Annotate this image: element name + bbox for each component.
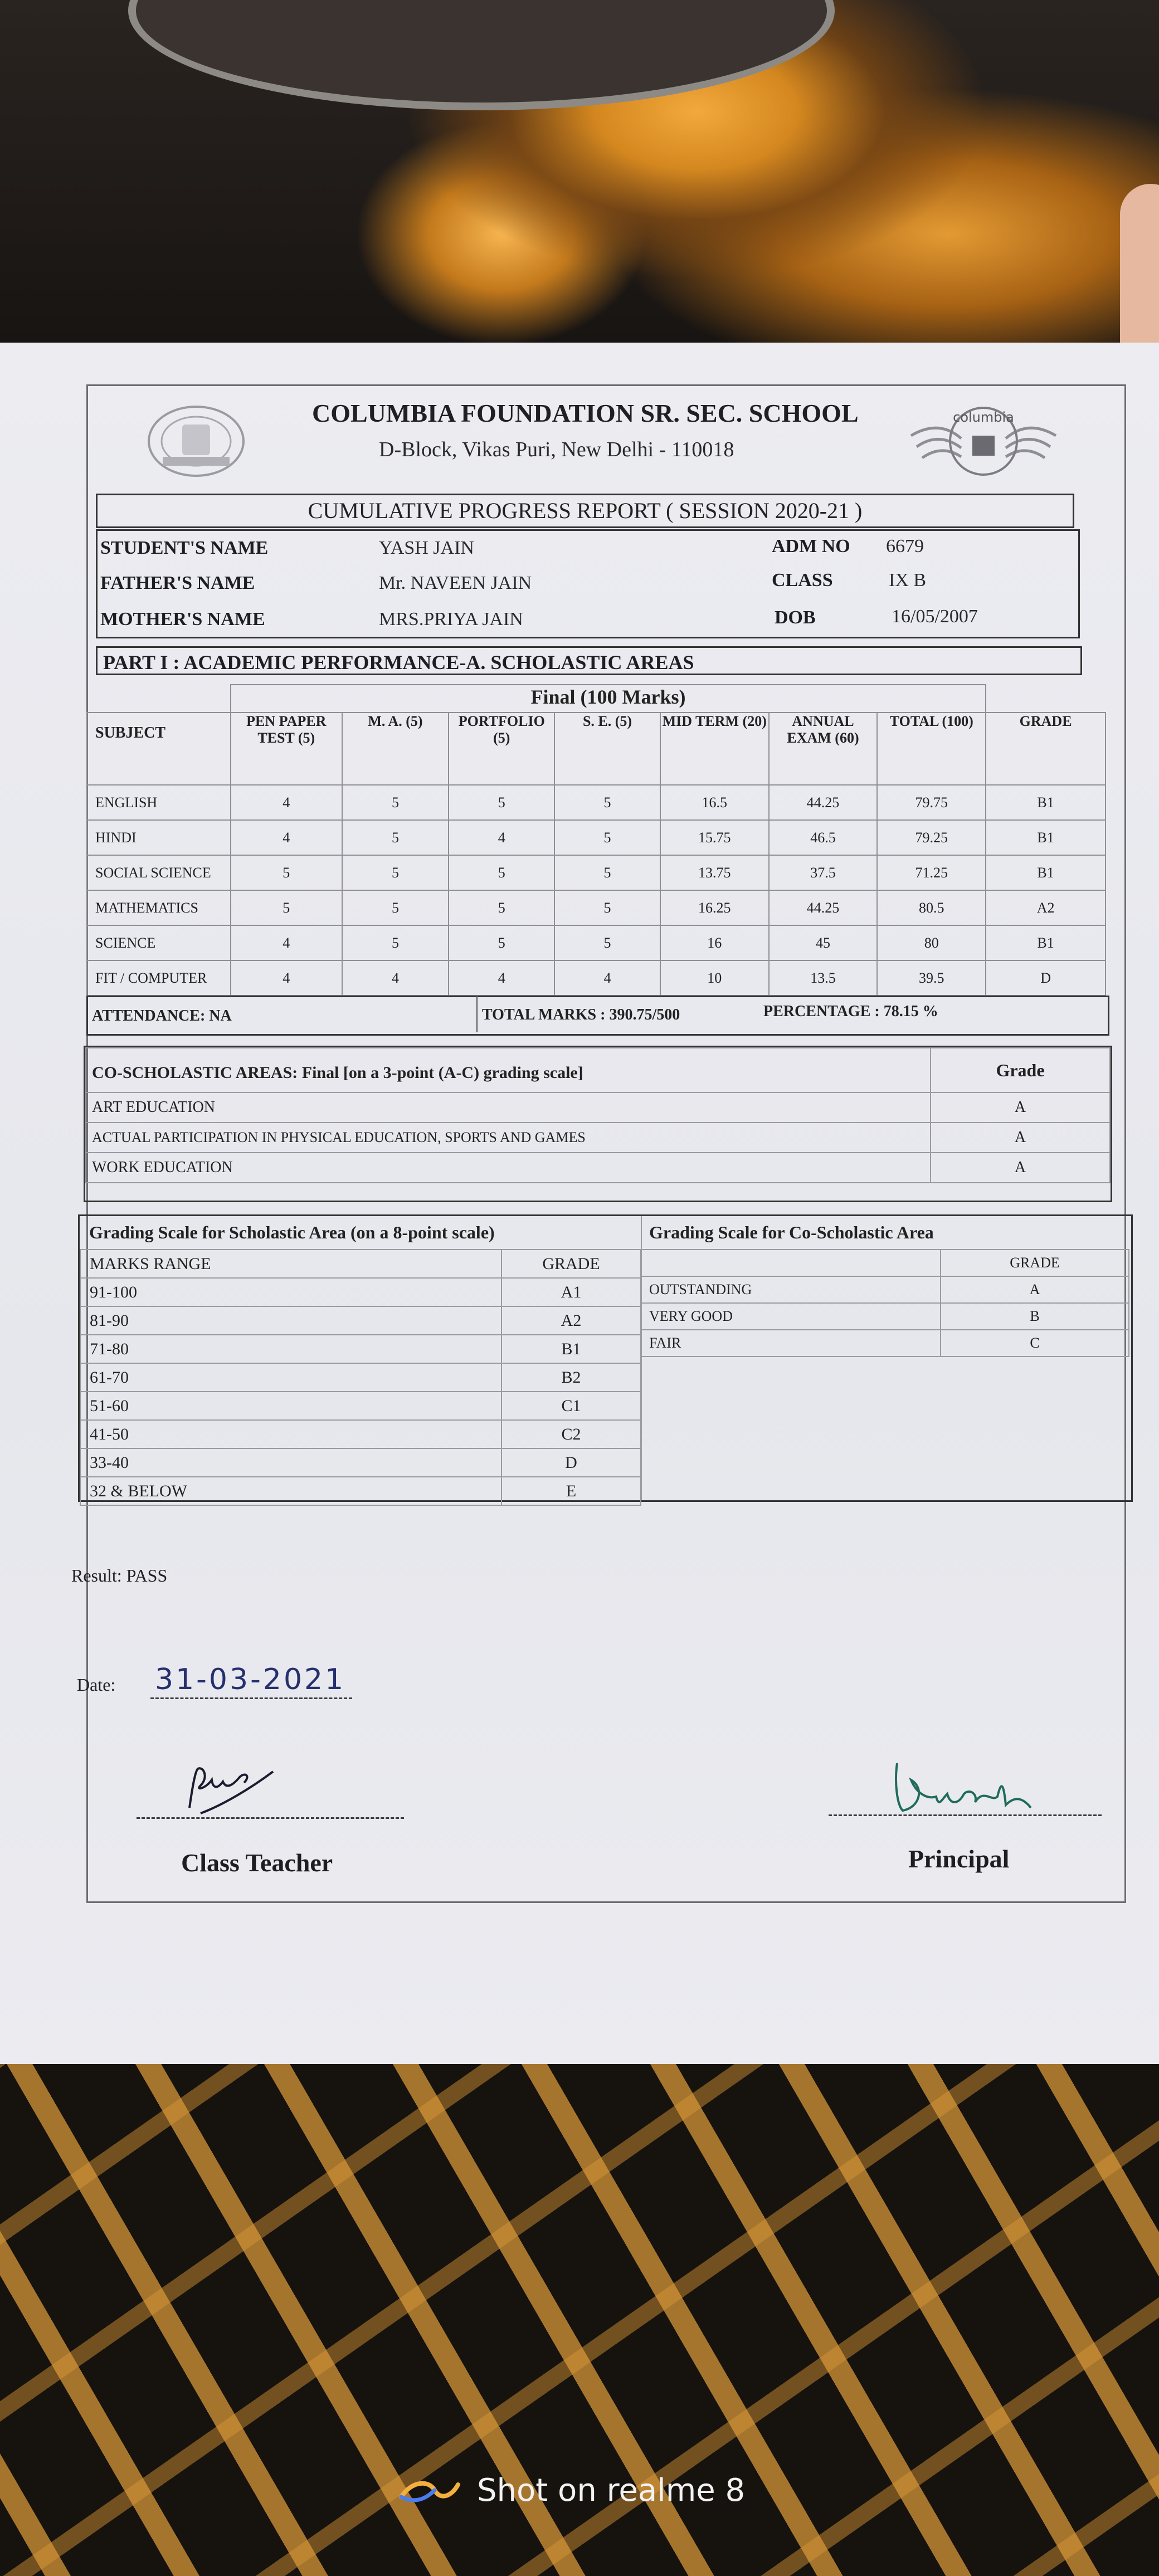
portfolio-cell: 5: [449, 925, 554, 960]
col-subject: SUBJECT: [87, 713, 231, 785]
annual-cell: 44.25: [769, 890, 878, 925]
se-cell: 5: [554, 925, 660, 960]
se-cell: 5: [554, 855, 660, 890]
col-co-scale-grade: GRADE: [941, 1250, 1129, 1276]
ma-cell: 5: [342, 855, 449, 890]
range-cell: 32 & BELOW: [80, 1477, 501, 1505]
annual-cell: 45: [769, 925, 878, 960]
report-title: CUMULATIVE PROGRESS REPORT ( SESSION 2020-21 ): [96, 494, 1074, 528]
range-cell: 61-70: [80, 1363, 501, 1392]
percentage: PERCENTAGE : 78.15 %: [763, 1003, 938, 1020]
realme-logo-icon: [396, 2475, 462, 2506]
col-se: S. E. (5): [554, 713, 660, 785]
total-cell: 71.25: [877, 855, 986, 890]
se-cell: 5: [554, 890, 660, 925]
col-ma: M. A. (5): [342, 713, 449, 785]
co-scale-title: Grading Scale for Co-Scholastic Area: [649, 1222, 934, 1242]
date-label: Date:: [77, 1675, 116, 1695]
co-scale-label: VERY GOOD: [641, 1303, 941, 1330]
portfolio-cell: 5: [449, 890, 554, 925]
table-row: [87, 785, 1106, 820]
class-label: CLASS: [772, 570, 833, 591]
co-scale-grade: B: [941, 1303, 1129, 1330]
table-row: [86, 1123, 1110, 1153]
part1-title: PART I : ACADEMIC PERFORMANCE-A. SCHOLASTIC AREAS: [96, 646, 1082, 675]
pen-cell: 4: [231, 785, 342, 820]
co-grade: A: [931, 1092, 1110, 1123]
co-grade-header: Grade: [931, 1048, 1110, 1092]
grade-cell: A1: [501, 1278, 641, 1306]
attendance: ATTENDANCE: NA: [92, 1007, 232, 1024]
ma-cell: 5: [342, 785, 449, 820]
total-cell: 80.5: [877, 890, 986, 925]
grade-cell: D: [501, 1448, 641, 1477]
grade-cell: B1: [501, 1335, 641, 1363]
table-row: [86, 1092, 1110, 1123]
table-row: [80, 1477, 641, 1505]
table-row: [87, 960, 1106, 996]
table-row: [80, 1363, 641, 1392]
camera-watermark: [396, 2468, 745, 2512]
table-row: [641, 1303, 1129, 1330]
table-row: [80, 1335, 641, 1363]
grade-cell: B1: [986, 785, 1106, 820]
ma-cell: 5: [342, 820, 449, 855]
table-row: [87, 820, 1106, 855]
se-cell: 5: [554, 820, 660, 855]
pen-cell: 5: [231, 855, 342, 890]
principal-signature-icon: [886, 1755, 1048, 1822]
total-cell: 79.25: [877, 820, 986, 855]
class-teacher-signature-line: [137, 1817, 404, 1819]
class-teacher-label: Class Teacher: [181, 1848, 333, 1877]
range-cell: 81-90: [80, 1306, 501, 1335]
table-row: [641, 1276, 1129, 1303]
mid-cell: 13.75: [660, 855, 769, 890]
annual-cell: 13.5: [769, 960, 878, 996]
grade-cell: B1: [986, 925, 1106, 960]
class-value: IX B: [889, 570, 927, 591]
dob-label: DOB: [775, 607, 816, 628]
subject-cell: MATHEMATICS: [87, 890, 231, 925]
co-area: WORK EDUCATION: [86, 1153, 931, 1183]
father-name: Mr. NAVEEN JAIN: [379, 573, 532, 593]
co-scholastic-table: [85, 1047, 1111, 1183]
scholastic-scale-title: Grading Scale for Scholastic Area (on a 8-point scale): [89, 1222, 495, 1242]
student-name-label: STUDENT'S NAME: [100, 538, 269, 558]
mid-cell: 16: [660, 925, 769, 960]
col-scale-grade: GRADE: [501, 1250, 641, 1278]
grade-cell: A2: [501, 1306, 641, 1335]
table-row: [87, 855, 1106, 890]
annual-cell: 46.5: [769, 820, 878, 855]
pen-cell: 4: [231, 820, 342, 855]
date-value: 31-03-2021: [150, 1663, 352, 1699]
portfolio-cell: 4: [449, 960, 554, 996]
principal-label: Principal: [908, 1845, 1010, 1873]
student-name: YASH JAIN: [379, 538, 474, 558]
table-row: [80, 1448, 641, 1477]
father-name-label: FATHER'S NAME: [100, 573, 255, 593]
pen-cell: 4: [231, 960, 342, 996]
school-address: D-Block, Vikas Puri, New Delhi - 110018: [379, 438, 734, 461]
subject-cell: ENGLISH: [87, 785, 231, 820]
grade-cell: C2: [501, 1420, 641, 1448]
marks-table: [86, 684, 1106, 996]
table-row: [87, 890, 1106, 925]
co-scale-label: OUTSTANDING: [641, 1276, 941, 1303]
table-row: [87, 925, 1106, 960]
col-annual: ANNUAL EXAM (60): [769, 713, 878, 785]
range-cell: 71-80: [80, 1335, 501, 1363]
portfolio-cell: 5: [449, 785, 554, 820]
mid-cell: 15.75: [660, 820, 769, 855]
range-cell: 33-40: [80, 1448, 501, 1477]
total-marks: TOTAL MARKS : 390.75/500: [482, 1006, 680, 1023]
subject-cell: HINDI: [87, 820, 231, 855]
ma-cell: 5: [342, 925, 449, 960]
pen-cell: 5: [231, 890, 342, 925]
total-cell: 80: [877, 925, 986, 960]
table-row: [86, 1153, 1110, 1183]
col-portfolio: PORTFOLIO (5): [449, 713, 554, 785]
se-cell: 5: [554, 785, 660, 820]
col-total: TOTAL (100): [877, 713, 986, 785]
subject-cell: FIT / COMPUTER: [87, 960, 231, 996]
total-cell: 79.75: [877, 785, 986, 820]
ma-cell: 5: [342, 890, 449, 925]
co-area: ART EDUCATION: [86, 1092, 931, 1123]
table-row: [80, 1392, 641, 1420]
table-row: [80, 1420, 641, 1448]
co-grade: A: [931, 1153, 1110, 1183]
col-mid-term: MID TERM (20): [660, 713, 769, 785]
grade-cell: C1: [501, 1392, 641, 1420]
table-row: [641, 1330, 1129, 1357]
grade-cell: D: [986, 960, 1106, 996]
scholastic-grading-table: [80, 1216, 641, 1506]
mother-name: MRS.PRIYA JAIN: [379, 609, 523, 630]
annual-cell: 44.25: [769, 785, 878, 820]
pen-cell: 4: [231, 925, 342, 960]
subject-cell: SCIENCE: [87, 925, 231, 960]
grade-cell: E: [501, 1477, 641, 1505]
portfolio-cell: 4: [449, 820, 554, 855]
range-cell: 51-60: [80, 1392, 501, 1420]
dob-value: 16/05/2007: [892, 606, 978, 627]
col-pen-paper: PEN PAPER TEST (5): [231, 713, 342, 785]
total-cell: 39.5: [877, 960, 986, 996]
range-cell: 41-50: [80, 1420, 501, 1448]
col-marks-range: MARKS RANGE: [80, 1250, 501, 1278]
table-row: [80, 1278, 641, 1306]
co-scale-label: FAIR: [641, 1330, 941, 1357]
co-scholastic-title: CO-SCHOLASTIC AREAS: Final [on a 3-point (A-C) grading scale]: [86, 1048, 931, 1092]
school-crest-icon: [146, 402, 246, 480]
co-area: ACTUAL PARTICIPATION IN PHYSICAL EDUCATION, SPORTS AND GAMES: [86, 1123, 931, 1153]
grade-cell: B1: [986, 820, 1106, 855]
mid-cell: 16.5: [660, 785, 769, 820]
mid-cell: 16.25: [660, 890, 769, 925]
principal-signature-line: [829, 1814, 1102, 1816]
co-scale-grade: A: [941, 1276, 1129, 1303]
range-cell: 91-100: [80, 1278, 501, 1306]
grade-cell: B2: [501, 1363, 641, 1392]
columbia-logo-icon: [905, 397, 1061, 486]
co-grade: A: [931, 1123, 1110, 1153]
se-cell: 4: [554, 960, 660, 996]
annual-cell: 37.5: [769, 855, 878, 890]
co-scholastic-grading-table: [641, 1216, 1129, 1357]
mother-name-label: MOTHER'S NAME: [100, 609, 265, 630]
grading-scale-box: [78, 1214, 1133, 1502]
ma-cell: 4: [342, 960, 449, 996]
table-row: [80, 1306, 641, 1335]
adm-no: 6679: [886, 536, 924, 557]
grade-cell: B1: [986, 855, 1106, 890]
logo-text: columbia: [953, 409, 1014, 425]
co-scholastic-box: [84, 1046, 1112, 1202]
school-name: COLUMBIA FOUNDATION SR. SEC. SCHOOL: [312, 399, 859, 427]
mid-cell: 10: [660, 960, 769, 996]
class-teacher-signature-icon: [178, 1755, 284, 1819]
grade-cell: A2: [986, 890, 1106, 925]
portfolio-cell: 5: [449, 855, 554, 890]
watermark-text: Shot on realme 8: [477, 2472, 746, 2509]
co-scale-grade: C: [941, 1330, 1129, 1357]
adm-no-label: ADM NO: [772, 536, 850, 557]
subject-cell: SOCIAL SCIENCE: [87, 855, 231, 890]
col-grade: GRADE: [986, 713, 1106, 785]
result-text: Result: PASS: [71, 1565, 168, 1585]
final-marks-header: Final (100 Marks): [231, 685, 986, 713]
